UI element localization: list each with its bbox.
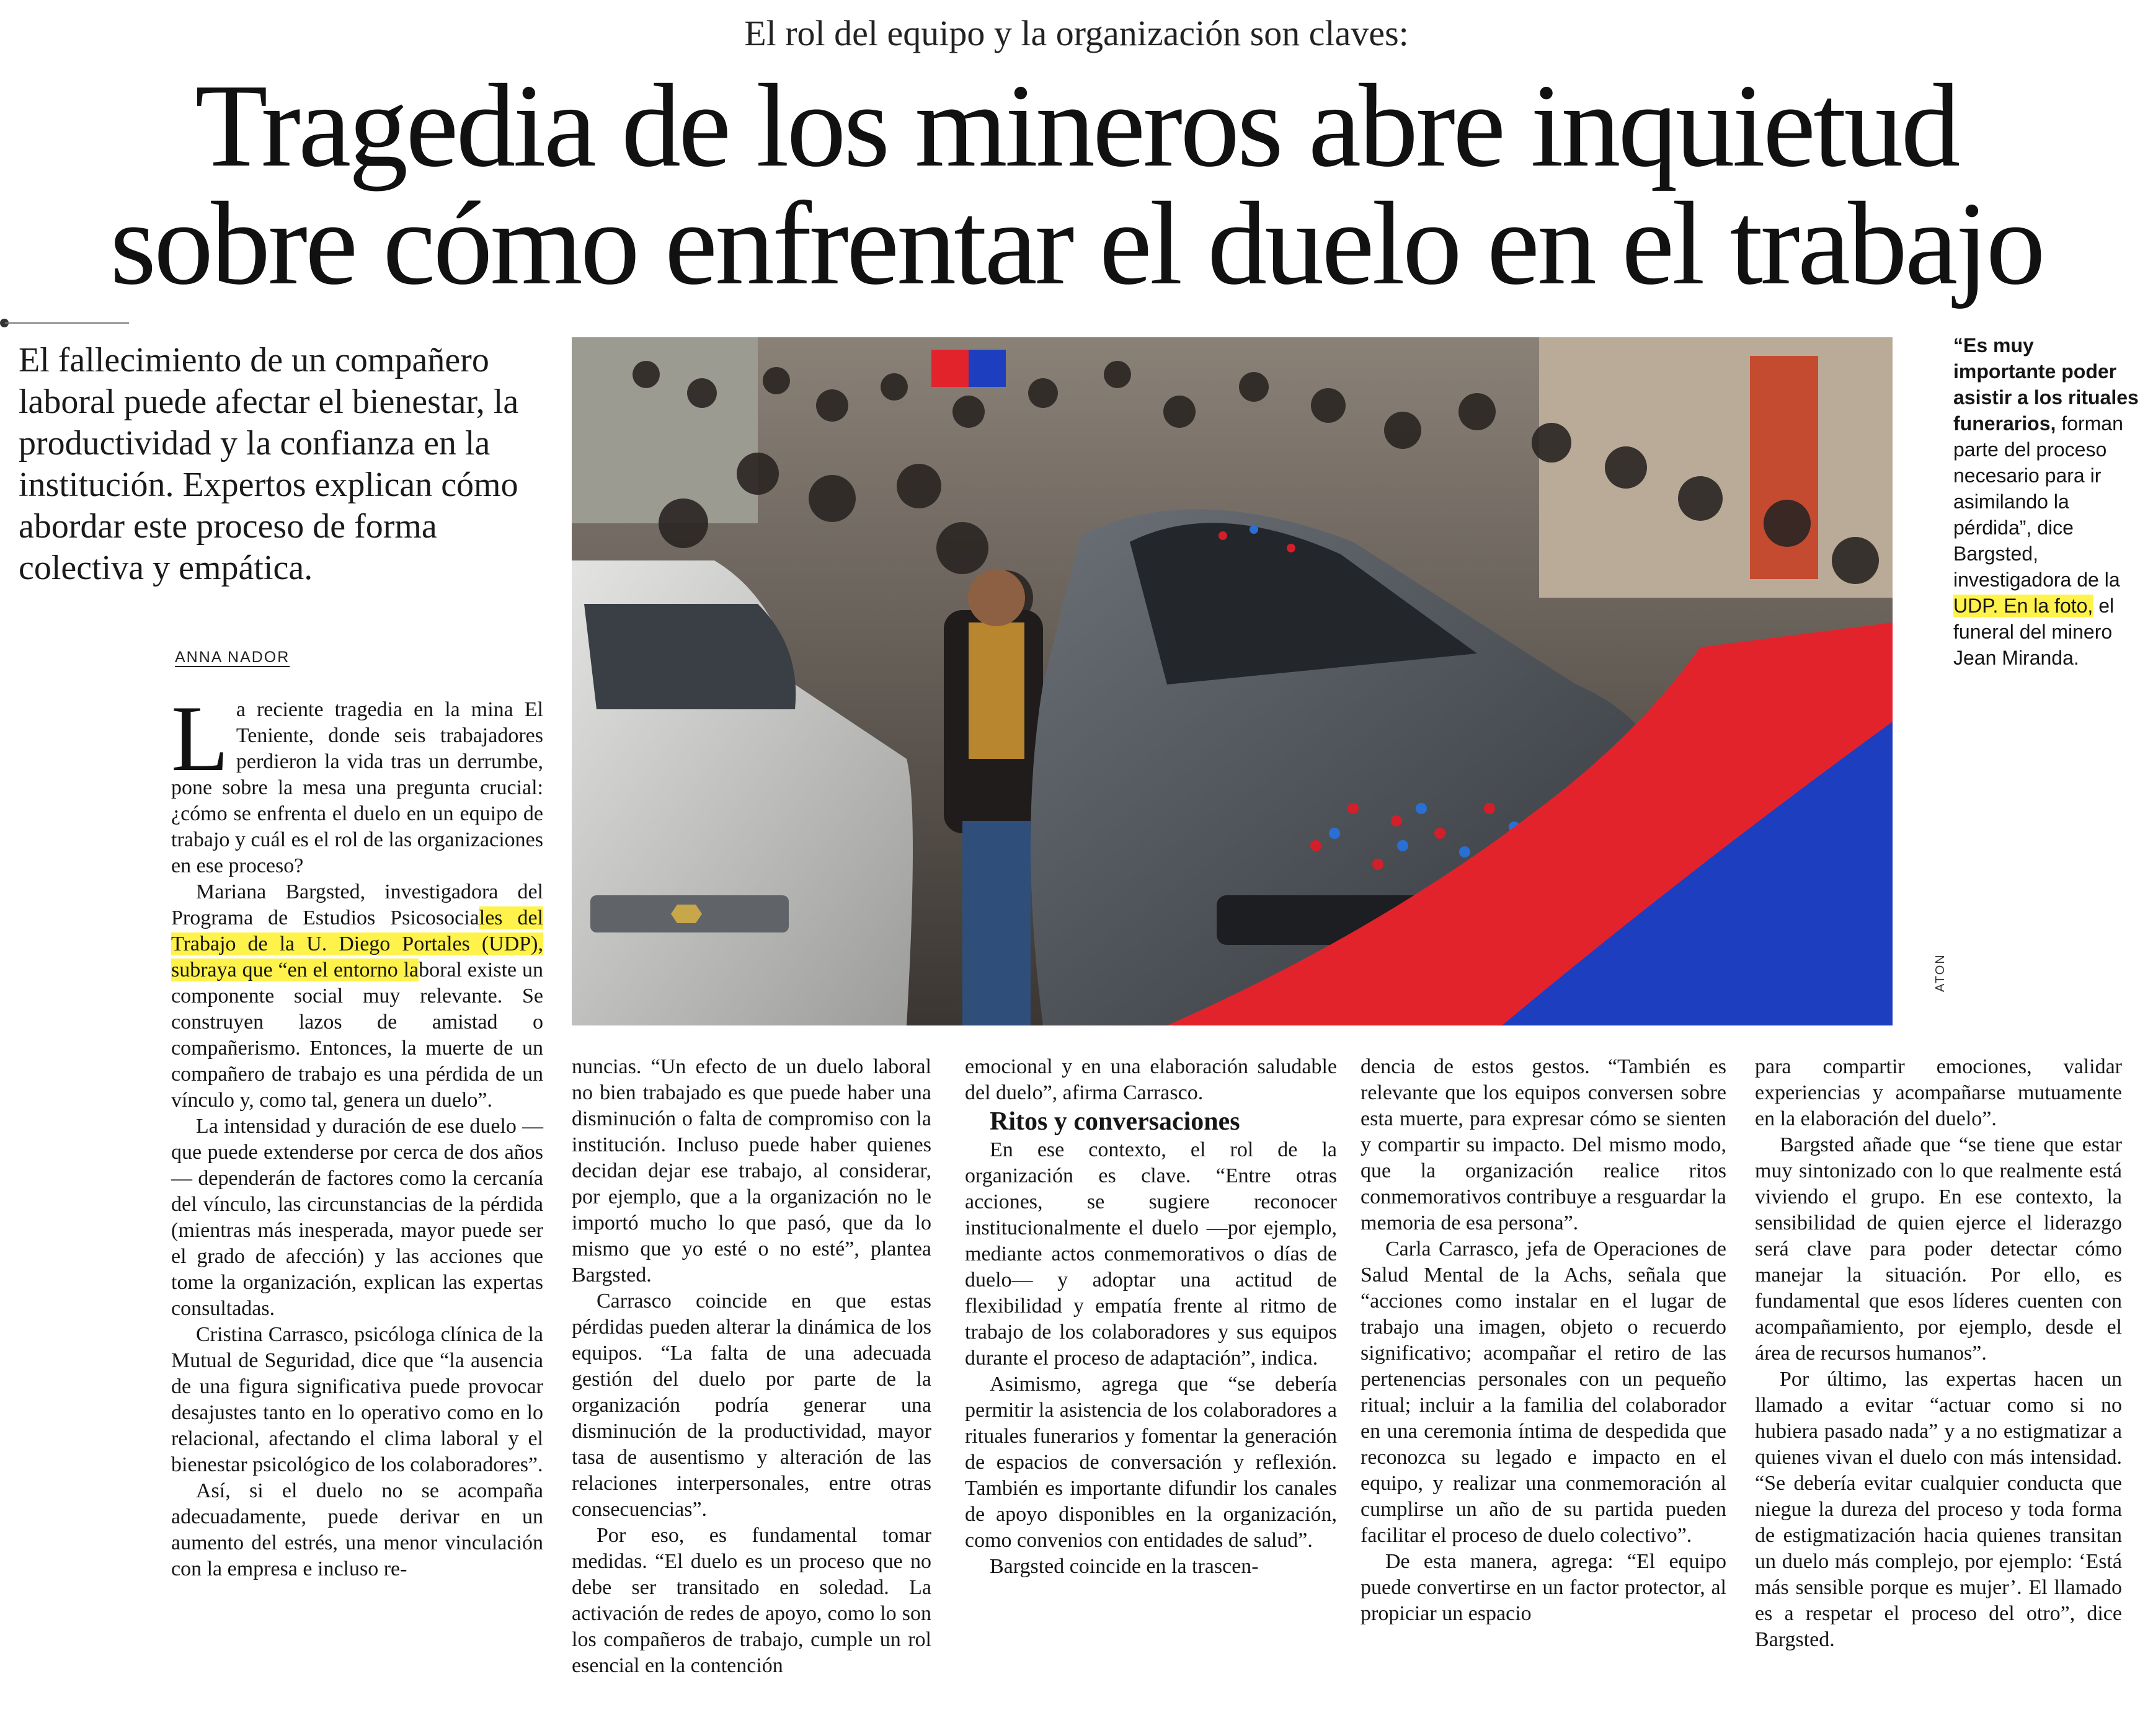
- paragraph: Así, si el duelo no se acompaña adecuadamente, puede derivar en un aumento del estrés, una menor vinculación con la empresa e incluso re-: [171, 1479, 543, 1580]
- paragraph: Bargsted añade que “se tiene que estar muy sintonizado con lo que realmente está viviendo el grupo. En ese contexto, la sensibilidad de quien ejerce el liderazgo será clave para poder detectar cómo manejar la situación. Por ello, es fundamental que esos líderes cuenten con acompañamiento, por ejemplo, desde el área de recursos humanos”.: [1755, 1133, 2122, 1365]
- highlighted-text: les del Trabajo de la U. Diego Portales (UDP), subraya que “en el entorno la: [171, 906, 543, 981]
- paragraph: [171, 686, 543, 879]
- drop-cap: L: [171, 686, 229, 790]
- kicker: El rol del equipo y la organización son claves:: [744, 13, 1409, 53]
- paragraph: [171, 879, 543, 1114]
- paragraph: La intensidad y duración de ese duelo —que puede extenderse por cerca de dos años— dependerán de factores como la cercanía del vínculo, las circunstancias de la pérdida (mientras más inesperada, mayor puede ser el grado de afección) y las acciones que tome la organización, explican las expertas consultadas.: [171, 1115, 543, 1320]
- caption-text-end: el funeral del minero Jean Miranda.: [1953, 595, 2115, 669]
- headline-line-2: sobre cómo enfrentar el duelo en el trabajo: [110, 177, 2043, 309]
- body-column-5: [1755, 1054, 2122, 1653]
- headline-line-1: Tragedia de los mineros abre inquietud: [195, 60, 1958, 192]
- body-column-3: [965, 1054, 1337, 1580]
- body-column-1: [171, 686, 543, 1582]
- paragraph-text: Mariana Bargsted, investigadora del Programa de Estudios Psicosocia: [171, 880, 543, 929]
- rule: [5, 322, 129, 324]
- paragraph: Asimismo, agrega que “se debería permitir la asistencia de los colaboradores a rituales funerarios y fomentar la generación de espacios de conversación y reflexión. También es importante difundir los canales de apoyo disponibles en la organización, como convenios con entidades de salud”.: [965, 1373, 1337, 1552]
- paragraph: Cristina Carrasco, psicóloga clínica de la Mutual de Seguridad, dice que “la ausencia de una figura significativa puede provocar desajustes tanto en lo operativo como en lo relacional, afectando el clima laboral y el bienestar psicológico de los colaboradores”.: [171, 1323, 543, 1476]
- headline: [0, 60, 2153, 309]
- caption-text: forman parte del proceso necesario para ir asimilando la pérdida”, dice Bargsted, investigadora de la: [1953, 412, 2123, 591]
- paragraph: dencia de estos gestos. “También es relevante que los equipos conversen sobre esta muerte, para expresar cómo se sienten y compartir su impacto. Del mismo modo, que la organización realice ritos conmemorativos contribuye a resguardar la memoria de esa persona”.: [1361, 1055, 1726, 1234]
- paragraph: Por último, las expertas hacen un llamado a evitar “actuar como si no hubiera pasado nada” y a no estigmatizar a quienes vivan el duelo con más intensidad. “Se debería evitar cualquier conducta que niegue la dureza del proceso y toda forma de estigmatización hacia quienes transitan un duelo más complejo, por ejemplo: ‘Está más sensible porque es mujer’. El llamado es a respetar el proceso del otro”, dice Bargsted.: [1755, 1368, 2122, 1651]
- paragraph: De esta manera, agrega: “El equipo puede convertirse en un factor protector, al propiciar un espacio: [1361, 1550, 1726, 1625]
- paragraph: nuncias. “Un efecto de un duelo laboral no bien trabajado es que puede haber una disminución o falta de compromiso con la institución. Incluso puede haber quienes decidan dejar ese trabajo, al considerar, por ejemplo, que a la organización no le importó mucho lo que pasó, que da lo mismo que yo esté o no esté”, plantea Bargsted.: [572, 1055, 931, 1286]
- bajada: El fallecimiento de un compañero laboral puede afectar el bienestar, la productividad y la confianza en la institución. Expertos explican cómo abordar este proceso de forma colectiva y empática.: [19, 341, 519, 587]
- byline: ANNA NADOR: [175, 649, 290, 666]
- photo-caption: [1953, 332, 2139, 671]
- photo-credit: ATON: [1933, 954, 1947, 992]
- paragraph-text: boral existe un componente social muy relevante. Se construyen lazos de amistad o compañerismo. Entonces, la muerte de un compañero de trabajo es una pérdida de un vínculo y, como tal, genera un duelo”.: [171, 959, 543, 1112]
- paragraph: Carla Carrasco, jefa de Operaciones de Salud Mental de la Achs, señala que “acciones como instalar en el lugar de trabajo una imagen, objeto o recuerdo significativo; acompañar el retiro de las pertenencias personales con un pequeño ritual; incluir a la familia del colaborador en una ceremonia íntima de despedida que reconozca su legado e impacto en el equipo, y realizar una conmemoración al cumplirse un año de su partida pueden facilitar el proceso de duelo colectivo”.: [1361, 1238, 1726, 1547]
- caption-quote: “Es muy importante poder asistir a los rituales funerarios,: [1953, 334, 2139, 435]
- subhead: Ritos y conversaciones: [990, 1107, 1240, 1136]
- paragraph: Bargsted coincide en la trascen-: [990, 1555, 1259, 1578]
- paragraph: para compartir emociones, validar experiencias y acompañarse mutuamente en la elaboración del duelo”.: [1755, 1055, 2122, 1130]
- paragraph-text: a reciente tragedia en la mina El Teniente, donde seis trabajadores perdieron la vida tras un derrumbe, pone sobre la mesa una pregunta crucial: ¿cómo se enfrenta el duelo en un equipo de trabajo y cuál es el rol de las organizaciones en ese proceso?: [171, 698, 543, 877]
- paragraph: En ese contexto, el rol de la organización es clave. “Entre otras acciones, se sugiere reconocer institucionalmente el duelo —por ejemplo, mediante actos conmemorativos o días de duelo— y adoptar una actitud de flexibilidad y empatía frente al ritmo de trabajo de los colaboradores y sus equipos durante el proceso de adaptación”, indica.: [965, 1138, 1337, 1370]
- body-column-2: [572, 1054, 931, 1679]
- funeral-photo: [572, 337, 1893, 1025]
- funeral-photo-illustration: [572, 337, 1893, 1025]
- caption-highlight: UDP. En la foto,: [1953, 595, 2093, 617]
- paragraph: Carrasco coincide en que estas pérdidas pueden alterar la dinámica de los equipos. “La falta de una adecuada gestión del duelo por parte de la organización podría generar una disminución de la productividad, mayor tasa de ausentismo y alteración de las relaciones interpersonales, entre otras consecuencias”.: [572, 1290, 931, 1521]
- paragraph: emocional y en una elaboración saludable del duelo”, afirma Carrasco.: [965, 1055, 1337, 1104]
- paragraph: Por eso, es fundamental tomar medidas. “El duelo es un proceso que no debe ser transitado en soledad. La activación de redes de apoyo, como lo son los compañeros de trabajo, cumple un rol esencial en la contención: [572, 1524, 931, 1677]
- body-column-4: [1361, 1054, 1726, 1627]
